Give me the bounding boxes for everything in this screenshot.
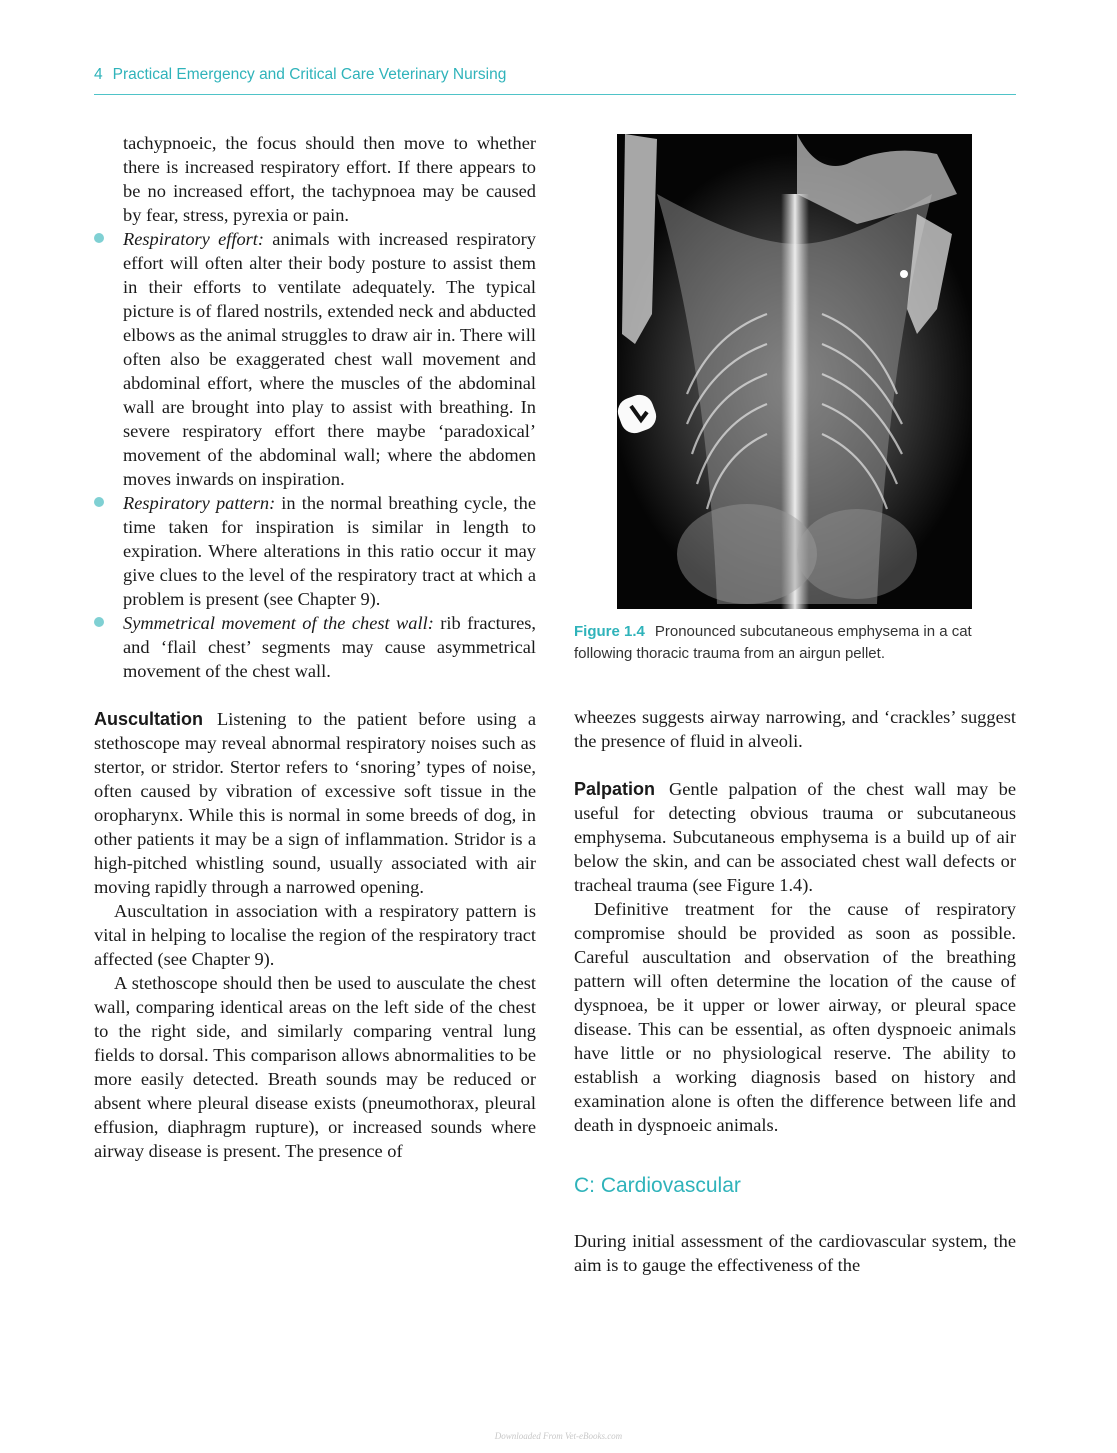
bullet-continuation: tachypnoeic, the focus should then move to whether there is increased respiratory effort. If there appears to be no increased effort, the tachypnoea may be caused by fear, stress, pyrexia or pain.: [123, 133, 536, 225]
list-item-text: animals with increased respiratory effort will often alter their body posture to assist them in their efforts to ventilate adequately. The typical picture is of flared nostrils, extended neck and abducted elbows as the animal struggles to draw air in. There will often also be exaggerated chest wall movement and abdominal effort, where the muscles of the abdominal wall are brought into play to assist with breathing. In severe respiratory effort there maybe ‘paradoxical’ movement of the abdominal wall; where the abdomen moves inwards on inspiration.: [123, 229, 536, 489]
list-item-term: Symmetrical movement of the chest wall:: [123, 613, 434, 633]
treatment-paragraph: Definitive treatment for the cause of respiratory compromise should be provided as soon as possible. Careful auscultation and observation of the breathing pattern will often determine the location of the cause of dyspnoea, be it upper or lower airway, or pleural space disease. This can be essential, as often dyspnoeic animals have little or no physiological reserve. The ability to establish a working diagnosis based on history and examination alone is often the difference between life and death in dyspnoeic animals.: [574, 899, 1016, 1135]
xray-figure: [617, 134, 972, 609]
figure-caption-text: Pronounced subcutaneous emphysema in a cat following thoracic trauma from an airgun pellet.: [574, 623, 972, 662]
xray-image: [617, 134, 972, 609]
list-item: [94, 611, 536, 683]
left-column: [94, 131, 536, 1163]
assessment-list: [94, 227, 536, 683]
list-item-term: Respiratory pattern:: [123, 493, 276, 513]
palpation-heading: Palpation: [574, 779, 656, 799]
auscultation-paragraph: Auscultation Listening to the patient before using a stethoscope may reveal abnormal respiratory noises such as stertor, or stridor. Stertor refers to ‘snoring’ types of noise, often caused by vibration of excessive soft tissue in the oropharynx. While this is normal in some breeds of dog, in other patients it may be a sign of inflammation. Stridor is a high-pitched whistling sound, usually associated with air moving rapidly through a narrowed opening.: [94, 709, 536, 897]
list-item: [94, 491, 536, 611]
figure-label: Figure 1.4: [574, 623, 645, 640]
bullet-icon: [94, 233, 104, 243]
auscultation-paragraph-3: A stethoscope should then be used to ausculate the chest wall, comparing identical areas on the left side of the chest to the right side, and similarly comparing ventral lung fields to dorsal. This comparison allows abnormalities to be more easily detected. Breath sounds may be reduced or absent where pleural disease exists (pneumothorax, pleural effusion, diaphragm rupture), or increased sounds where airway disease is present. The presence of: [94, 973, 536, 1161]
list-item-text: rib fractures, and ‘flail chest’ segments may cause asymmetrical movement of the chest wall.: [123, 613, 536, 681]
list-item-text: in the normal breathing cycle, the time taken for inspiration is similar in length to expiration. Where alterations in this ratio occur it may give clues to the level of the respiratory tract at which a problem is present (see Chapter 9).: [123, 493, 537, 609]
page-number: 4: [94, 66, 103, 83]
palpation-paragraph: Palpation Gentle palpation of the chest wall may be useful for detecting obvious trauma or subcutaneous emphysema. Subcutaneous emphysema is a build up of air below the skin, and can be associated chest wall defects or tracheal trauma (see Figure 1.4).: [574, 779, 1016, 895]
cardiovascular-paragraph: During initial assessment of the cardiovascular system, the aim is to gauge the effectiveness of the: [574, 1231, 1016, 1275]
right-column: [574, 705, 1016, 1277]
bullet-icon: [94, 617, 104, 627]
auscultation-paragraph-2: Auscultation in association with a respiratory pattern is vital in helping to localise the region of the respiratory tract affected (see Chapter 9).: [94, 901, 536, 969]
book-title: Practical Emergency and Critical Care Veterinary Nursing: [112, 66, 507, 83]
section-title: C: Cardiovascular: [574, 1174, 741, 1197]
auscultation-heading: Auscultation: [94, 709, 204, 729]
running-header: [94, 66, 1016, 95]
list-item: [94, 227, 536, 491]
continuation-paragraph: wheezes suggests airway narrowing, and ‘crackles’ suggest the presence of fluid in alveoli.: [574, 707, 1016, 751]
figure-caption: [574, 621, 1016, 665]
bullet-icon: [94, 497, 104, 507]
list-item-term: Respiratory effort:: [123, 229, 265, 249]
footer-watermark: Downloaded From Vet-eBooks.com: [494, 1431, 623, 1441]
